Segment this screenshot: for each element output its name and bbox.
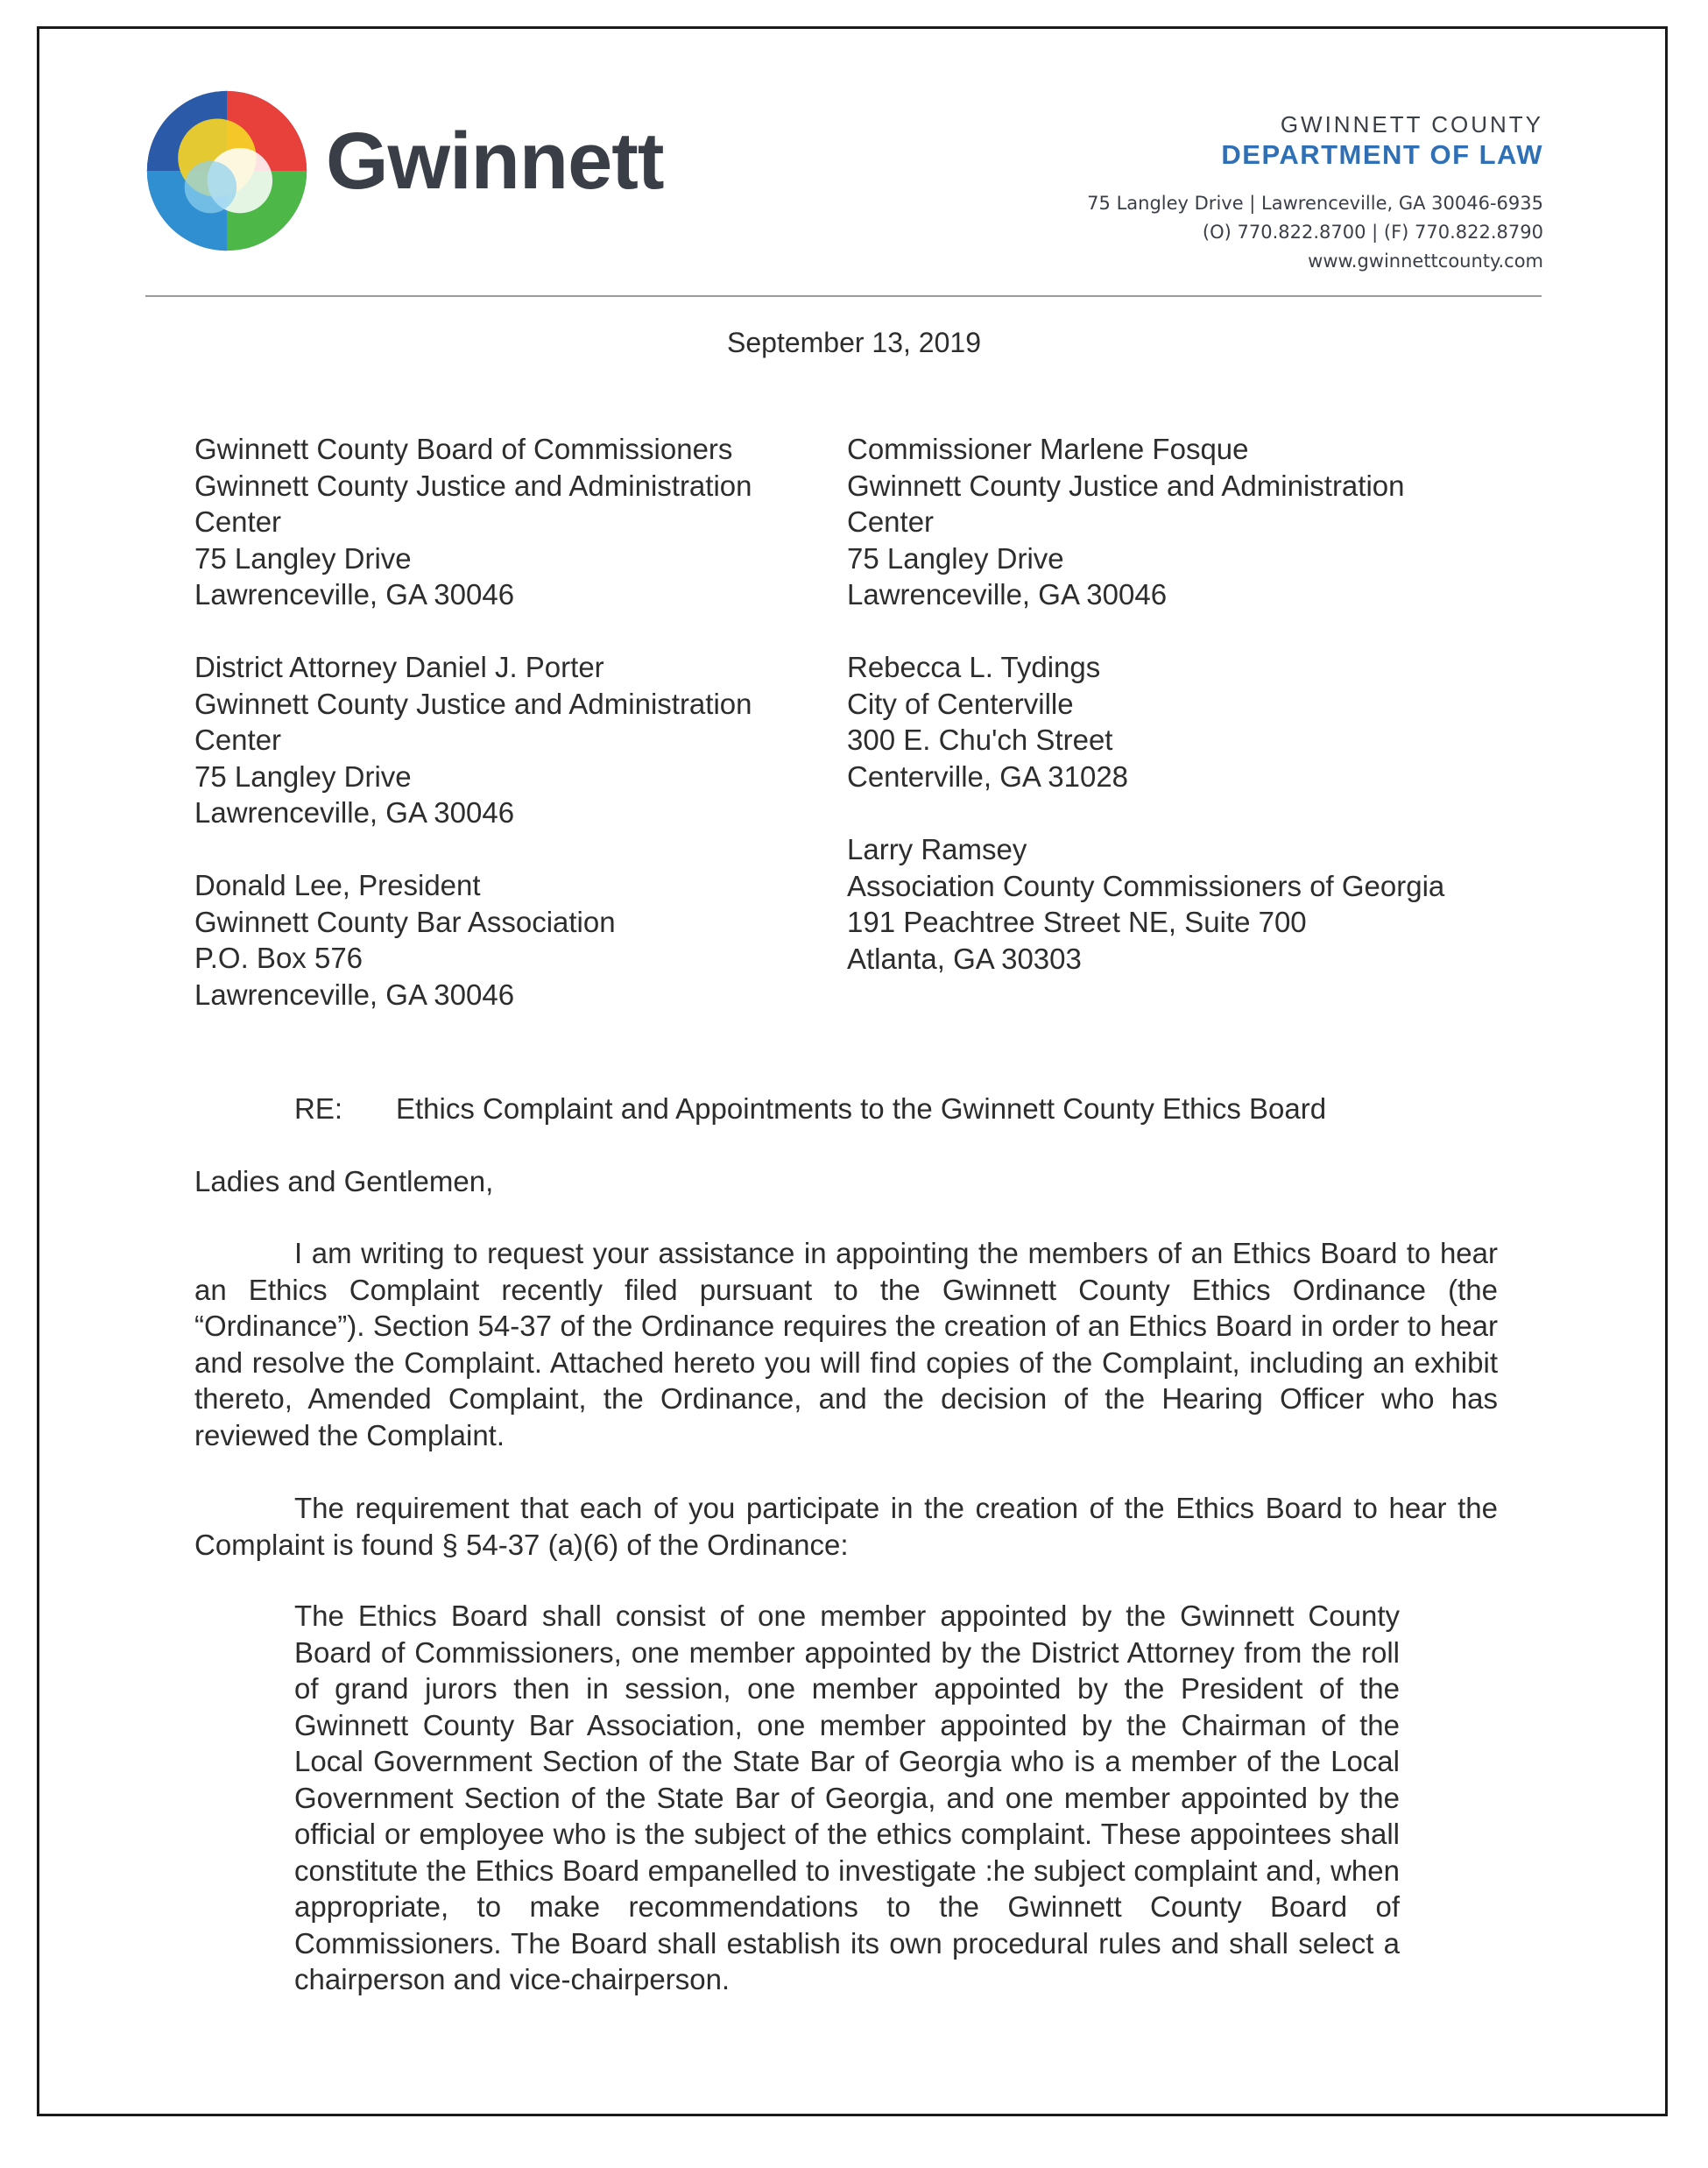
department-phone: (O) 770.822.8700 | (F) 770.822.8790	[1202, 222, 1543, 243]
address-line: Gwinnett County Justice and Administration	[194, 469, 752, 502]
address-line: District Attorney Daniel J. Porter	[194, 651, 604, 683]
address-line: Centerville, GA 31028	[847, 759, 1129, 793]
body-paragraph: The requirement that each of you participate in the creation of the Ethics Board to hear the Complaint is found § 54-37 (a)(6) of the Ordinance:	[194, 1492, 1498, 1561]
re-label: RE:	[294, 1092, 343, 1125]
department-website[interactable]: www.gwinnettcounty.com	[1308, 251, 1543, 272]
department-contact	[1087, 189, 1543, 276]
address-line: Donald Lee, President	[194, 869, 481, 901]
address-line: Lawrenceville, GA 30046	[194, 978, 515, 1011]
recipient-board-of-commissioners	[194, 431, 752, 613]
re-subject: Ethics Complaint and Appointments to the Gwinnett County Ethics Board	[396, 1092, 1327, 1125]
address-line: 75 Langley Drive	[194, 541, 412, 575]
department-address: 75 Langley Drive | Lawrenceville, GA 30046-6935	[1087, 193, 1543, 214]
address-line: Lawrenceville, GA 30046	[194, 796, 515, 829]
address-line: Center	[194, 505, 282, 538]
address-line: City of Centerville	[847, 687, 1074, 720]
letter-date: September 13, 2019	[727, 327, 981, 358]
address-line: Association County Commissioners of Georgia	[847, 869, 1445, 902]
address-line: Larry Ramsey	[847, 833, 1027, 865]
salutation: Ladies and Gentlemen,	[194, 1165, 494, 1197]
address-line: Gwinnett County Justice and Administration	[847, 469, 1405, 502]
county-name: GWINNETT COUNTY	[1280, 111, 1543, 138]
address-line: Rebecca L. Tydings	[847, 651, 1101, 683]
ordinance-quote: The Ethics Board shall consist of one member appointed by the Gwinnett County Board of Commissioners, one member appointed by the District Attorney from the roll of grand jurors then in session, one member appointed by the President of the Gwinnett County Bar Association, one member appointed by the Chairman of the Local Government Section of the State Bar of Georgia who is a member of the Local Government Section of the State Bar of Georgia, and one member appointed by the official or employee who is the subject of the ethics complaint. These appointees shall constitute the Ethics Board empanelled to investigate :he subject complaint and, when appropriate, to make recommendations to the Gwinnett County Board of Commissioners. The Board shall establish its own procedural rules and shall select a chairperson and vice-chairperson.	[294, 1600, 1400, 1995]
address-line: Commissioner Marlene Fosque	[847, 433, 1249, 465]
address-line: Gwinnett County Board of Commissioners	[194, 433, 733, 465]
re-line	[294, 1091, 1326, 1127]
department-name: DEPARTMENT OF LAW	[1221, 139, 1543, 170]
body-paragraph: I am writing to request your assistance in appointing the members of an Ethics Board to hear an Ethics Complaint recently filed pursuant to the Gwinnett County Ethics Ordinance (the “Ordinance”). Section 54-37 of the Ordinance requires the creation of an Ethics Board in order to hear and resolve the Complaint. Attached hereto you will find copies of the Complaint, including an exhibit thereto, Amended Complaint, the Ordinance, and the decision of the Hearing Officer who has reviewed the Complaint.	[194, 1237, 1498, 1451]
header-divider	[145, 295, 1542, 297]
address-line: Lawrenceville, GA 30046	[847, 578, 1168, 611]
address-line: Center	[847, 505, 935, 538]
address-line: 300 E. Chu'ch Street	[847, 724, 1113, 756]
address-line: Atlanta, GA 30303	[847, 942, 1082, 975]
recipient-district-attorney	[194, 649, 752, 831]
recipient-city-of-centerville	[847, 649, 1128, 794]
department-header	[1087, 110, 1543, 276]
address-line: Center	[194, 724, 282, 756]
address-line: Gwinnett County Bar Association	[194, 905, 616, 938]
recipient-bar-association	[194, 867, 616, 1013]
address-line: P.O. Box 576	[194, 942, 363, 974]
address-line: 191 Peachtree Street NE, Suite 700	[847, 906, 1307, 938]
address-line: 75 Langley Drive	[194, 759, 412, 793]
logo-wordmark: Gwinnett	[326, 117, 664, 206]
recipient-accg	[847, 831, 1444, 977]
address-line: Lawrenceville, GA 30046	[194, 578, 515, 611]
address-line: 75 Langley Drive	[847, 541, 1064, 575]
recipient-commissioner-fosque	[847, 431, 1405, 613]
gwinnett-logo-icon	[145, 89, 308, 252]
address-line: Gwinnett County Justice and Administration	[194, 687, 752, 720]
